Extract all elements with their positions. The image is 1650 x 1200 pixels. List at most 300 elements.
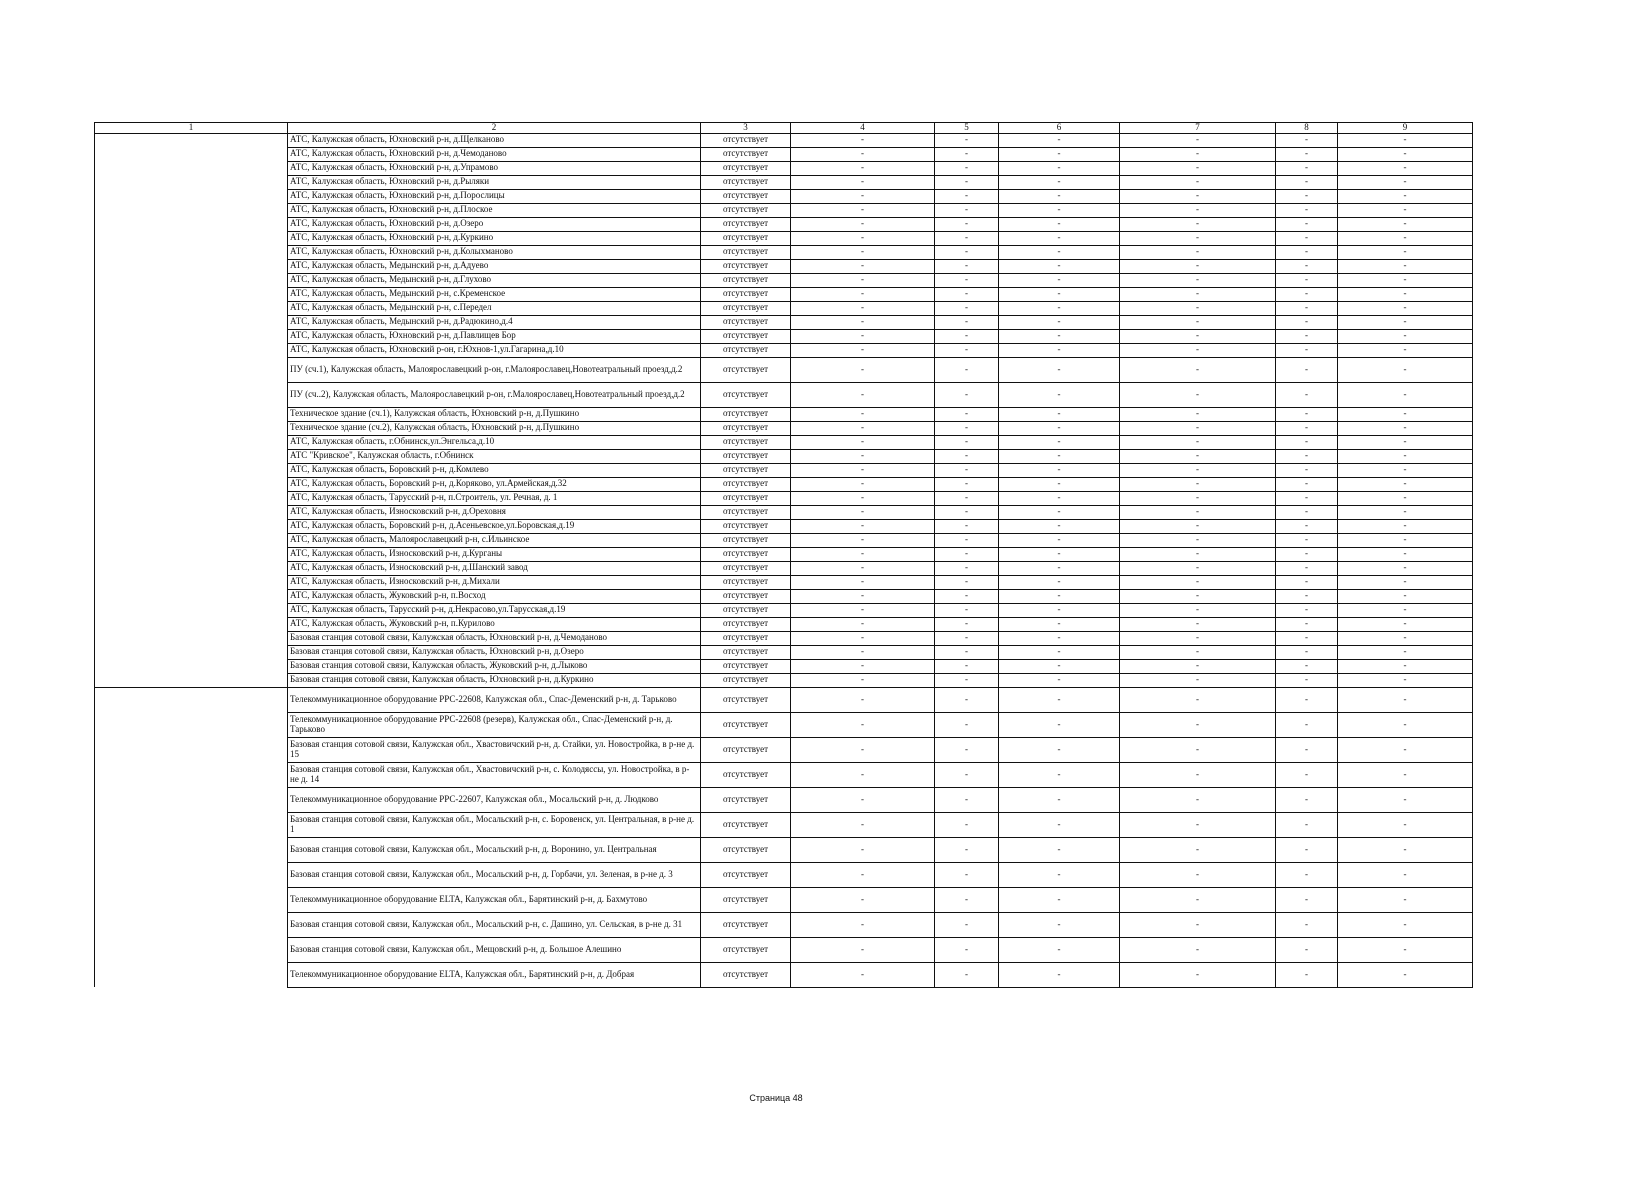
dash-cell: - [935, 175, 999, 189]
dash-cell: - [935, 477, 999, 491]
dash-cell: - [1276, 533, 1338, 547]
status-cell: отсутствует [701, 287, 791, 301]
dash-cell: - [1276, 329, 1338, 343]
dash-cell: - [999, 133, 1120, 147]
group-cell [95, 301, 288, 315]
dash-cell: - [791, 505, 935, 519]
object-name-cell: Базовая станция сотовой связи, Калужская обл., Хвастовичский р-н, с. Колодяссы, ул. Новостройка, в р-не д. 14 [288, 762, 701, 787]
dash-cell: - [1338, 491, 1473, 505]
table-row [95, 449, 1473, 463]
group-cell [95, 631, 288, 645]
group-cell [95, 812, 288, 837]
object-name-cell: АТС, Калужская область, Боровский р-н, д.Комлево [288, 463, 701, 477]
group-cell [95, 449, 288, 463]
dash-cell: - [1120, 787, 1276, 812]
object-name-cell: Базовая станция сотовой связи, Калужская обл., Хвастовичский р-н, д. Стайки, ул. Новостройка, в р-не д. 15 [288, 737, 701, 762]
dash-cell: - [1276, 273, 1338, 287]
dash-cell: - [791, 603, 935, 617]
object-name-cell: АТС, Калужская область, Медынский р-н, д.Глухово [288, 273, 701, 287]
object-name-cell: АТС, Калужская область, Малоярославецкий р-н, с.Ильинское [288, 533, 701, 547]
dash-cell: - [1120, 575, 1276, 589]
dash-cell: - [935, 357, 999, 382]
dash-cell: - [1338, 762, 1473, 787]
group-cell [95, 737, 288, 762]
dash-cell: - [1276, 435, 1338, 449]
dash-cell: - [999, 812, 1120, 837]
dash-cell: - [999, 463, 1120, 477]
dash-cell: - [1338, 937, 1473, 962]
group-cell [95, 862, 288, 887]
dash-cell: - [999, 287, 1120, 301]
table-row [95, 315, 1473, 329]
dash-cell: - [1276, 133, 1338, 147]
dash-cell: - [791, 407, 935, 421]
dash-cell: - [791, 231, 935, 245]
table-row [95, 203, 1473, 217]
object-name-cell: АТС, Калужская область, Боровский р-н, д.Коряково, ул.Армейская,д.32 [288, 477, 701, 491]
dash-cell: - [999, 645, 1120, 659]
object-name-cell: АТС, Калужская область, Тарусский р-н, п.Строитель, ул. Речная, д. 1 [288, 491, 701, 505]
table-row [95, 147, 1473, 161]
dash-cell: - [999, 547, 1120, 561]
dash-cell: - [999, 837, 1120, 862]
dash-cell: - [791, 712, 935, 737]
dash-cell: - [791, 837, 935, 862]
dash-cell: - [791, 561, 935, 575]
dash-cell: - [1120, 533, 1276, 547]
dash-cell: - [935, 617, 999, 631]
dash-cell: - [1276, 463, 1338, 477]
status-cell: отсутствует [701, 912, 791, 937]
dash-cell: - [1338, 189, 1473, 203]
dash-cell: - [1120, 161, 1276, 175]
table-row [95, 519, 1473, 533]
dash-cell: - [791, 737, 935, 762]
object-name-cell: АТС, Калужская область, Износковский р-н, д.Курганы [288, 547, 701, 561]
group-cell [95, 382, 288, 407]
group-cell [95, 259, 288, 273]
dash-cell: - [1120, 217, 1276, 231]
dash-cell: - [935, 812, 999, 837]
dash-cell: - [1276, 617, 1338, 631]
dash-cell: - [1338, 273, 1473, 287]
status-cell: отсутствует [701, 575, 791, 589]
dash-cell: - [1276, 645, 1338, 659]
dash-cell: - [1338, 301, 1473, 315]
object-name-cell: Базовая станция сотовой связи, Калужская область, Юхновский р-н, д.Озеро [288, 645, 701, 659]
dash-cell: - [935, 519, 999, 533]
object-name-cell: АТС, Калужская область, Юхновский р-н, д.Павлищев Бор [288, 329, 701, 343]
dash-cell: - [791, 175, 935, 189]
status-cell: отсутствует [701, 259, 791, 273]
table-row [95, 175, 1473, 189]
status-cell: отсутствует [701, 837, 791, 862]
dash-cell: - [1276, 762, 1338, 787]
dash-cell: - [1276, 301, 1338, 315]
table-row [95, 421, 1473, 435]
dash-cell: - [999, 273, 1120, 287]
dash-cell: - [1338, 547, 1473, 561]
dash-cell: - [791, 421, 935, 435]
dash-cell: - [791, 477, 935, 491]
dash-cell: - [1276, 862, 1338, 887]
table-row [95, 659, 1473, 673]
dash-cell: - [935, 449, 999, 463]
object-name-cell: АТС, Калужская область, Жуковский р-н, п.Курилово [288, 617, 701, 631]
dash-cell: - [999, 382, 1120, 407]
group-cell [95, 189, 288, 203]
object-name-cell: АТС, Калужская область, Медынский р-н, д.Адуево [288, 259, 701, 273]
dash-cell: - [791, 147, 935, 161]
status-cell: отсутствует [701, 547, 791, 561]
group-cell [95, 421, 288, 435]
object-name-cell: АТС, Калужская область, Боровский р-н, д.Асеньевское,ул.Боровская,д.19 [288, 519, 701, 533]
dash-cell: - [935, 505, 999, 519]
status-cell: отсутствует [701, 329, 791, 343]
dash-cell: - [1120, 477, 1276, 491]
table-row [95, 533, 1473, 547]
dash-cell: - [935, 533, 999, 547]
dash-cell: - [1120, 273, 1276, 287]
dash-cell: - [1276, 837, 1338, 862]
dash-cell: - [999, 343, 1120, 357]
object-name-cell: АТС, Калужская область, Тарусский р-н, д.Некрасово,ул.Тарусская,д.19 [288, 603, 701, 617]
table-row [95, 435, 1473, 449]
dash-cell: - [1338, 645, 1473, 659]
dash-cell: - [999, 329, 1120, 343]
dash-cell: - [1120, 449, 1276, 463]
dash-cell: - [999, 687, 1120, 712]
dash-cell: - [1120, 912, 1276, 937]
dash-cell: - [1338, 477, 1473, 491]
table-row [95, 382, 1473, 407]
dash-cell: - [999, 217, 1120, 231]
dash-cell: - [935, 203, 999, 217]
dash-cell: - [791, 812, 935, 837]
status-cell: отсутствует [701, 645, 791, 659]
dash-cell: - [999, 533, 1120, 547]
dash-cell: - [1338, 887, 1473, 912]
object-name-cell: ПУ (сч.1), Калужская область, Малоярославецкий р-он, г.Малоярославец,Новотеатральный проезд,д.2 [288, 357, 701, 382]
dash-cell: - [791, 273, 935, 287]
status-cell: отсутствует [701, 533, 791, 547]
dash-cell: - [791, 491, 935, 505]
dash-cell: - [999, 407, 1120, 421]
table-row [95, 762, 1473, 787]
table-row [95, 737, 1473, 762]
status-cell: отсутствует [701, 617, 791, 631]
object-name-cell: Базовая станция сотовой связи, Калужская обл., Мосальский р-н, д. Горбачи, ул. Зеленая, в р-не д. 3 [288, 862, 701, 887]
dash-cell: - [999, 617, 1120, 631]
dash-cell: - [935, 133, 999, 147]
dash-cell: - [1120, 382, 1276, 407]
dash-cell: - [999, 147, 1120, 161]
table-row [95, 407, 1473, 421]
object-name-cell: АТС, Калужская область, Юхновский р-н, д.Колыхманово [288, 245, 701, 259]
dash-cell: - [935, 659, 999, 673]
dash-cell: - [1276, 589, 1338, 603]
dash-cell: - [999, 737, 1120, 762]
dash-cell: - [791, 575, 935, 589]
table-row [95, 912, 1473, 937]
dash-cell: - [999, 673, 1120, 687]
dash-cell: - [935, 837, 999, 862]
group-cell [95, 273, 288, 287]
dash-cell: - [791, 617, 935, 631]
group-cell [95, 687, 288, 712]
status-cell: отсутствует [701, 435, 791, 449]
dash-cell: - [999, 887, 1120, 912]
dash-cell: - [935, 912, 999, 937]
status-cell: отсутствует [701, 147, 791, 161]
dash-cell: - [1338, 505, 1473, 519]
object-name-cell: АТС, Калужская область, Юхновский р-н, д.Плоское [288, 203, 701, 217]
table-row [95, 259, 1473, 273]
dash-cell: - [1338, 659, 1473, 673]
dash-cell: - [791, 962, 935, 987]
group-cell [95, 133, 288, 147]
dash-cell: - [935, 161, 999, 175]
group-cell [95, 491, 288, 505]
dash-cell: - [999, 603, 1120, 617]
dash-cell: - [1276, 575, 1338, 589]
status-cell: отсутствует [701, 449, 791, 463]
dash-cell: - [1276, 343, 1338, 357]
group-cell [95, 161, 288, 175]
table-row [95, 505, 1473, 519]
dash-cell: - [791, 533, 935, 547]
dash-cell: - [1120, 231, 1276, 245]
object-name-cell: Техническое здание (сч.1), Калужская область, Юхновский р-н, д.Пушкино [288, 407, 701, 421]
dash-cell: - [999, 962, 1120, 987]
dash-cell: - [1276, 547, 1338, 561]
dash-cell: - [999, 189, 1120, 203]
dash-cell: - [1276, 287, 1338, 301]
group-cell [95, 519, 288, 533]
table-row [95, 631, 1473, 645]
dash-cell: - [1276, 259, 1338, 273]
dash-cell: - [999, 259, 1120, 273]
status-cell: отсутствует [701, 189, 791, 203]
group-cell [95, 435, 288, 449]
object-name-cell: Базовая станция сотовой связи, Калужская обл., Мещовский р-н, д. Большое Алешино [288, 937, 701, 962]
group-cell [95, 762, 288, 787]
dash-cell: - [1276, 687, 1338, 712]
dash-cell: - [1338, 737, 1473, 762]
dash-cell: - [1120, 133, 1276, 147]
dash-cell: - [935, 287, 999, 301]
status-cell: отсутствует [701, 505, 791, 519]
dash-cell: - [1276, 382, 1338, 407]
dash-cell: - [1338, 712, 1473, 737]
group-cell [95, 937, 288, 962]
object-name-cell: Базовая станция сотовой связи, Калужская обл., Мосальский р-н, д. Воронино, ул. Центральная [288, 837, 701, 862]
dash-cell: - [999, 421, 1120, 435]
dash-cell: - [999, 449, 1120, 463]
dash-cell: - [935, 787, 999, 812]
dash-cell: - [1276, 189, 1338, 203]
group-cell [95, 203, 288, 217]
object-name-cell: АТС, Калужская область, Юхновский р-н, д.Порослицы [288, 189, 701, 203]
dash-cell: - [999, 477, 1120, 491]
group-cell [95, 547, 288, 561]
group-cell [95, 962, 288, 987]
col-header-4: 4 [791, 123, 935, 134]
dash-cell: - [1338, 519, 1473, 533]
dash-cell: - [1338, 231, 1473, 245]
dash-cell: - [1338, 912, 1473, 937]
table-row [95, 245, 1473, 259]
dash-cell: - [1276, 631, 1338, 645]
table-row [95, 491, 1473, 505]
status-cell: отсутствует [701, 357, 791, 382]
group-cell [95, 561, 288, 575]
group-cell [95, 673, 288, 687]
dash-cell: - [791, 787, 935, 812]
dash-cell: - [791, 912, 935, 937]
object-name-cell: Базовая станция сотовой связи, Калужская обл., Мосальский р-н, с. Дашино, ул. Сельская, в р-не д. 31 [288, 912, 701, 937]
col-header-7: 7 [1120, 123, 1276, 134]
dash-cell: - [1276, 787, 1338, 812]
dash-cell: - [999, 631, 1120, 645]
dash-cell: - [791, 937, 935, 962]
group-cell [95, 217, 288, 231]
dash-cell: - [791, 357, 935, 382]
dash-cell: - [935, 645, 999, 659]
table-row [95, 589, 1473, 603]
dash-cell: - [935, 762, 999, 787]
status-cell: отсутствует [701, 407, 791, 421]
status-cell: отсутствует [701, 687, 791, 712]
dash-cell: - [999, 491, 1120, 505]
table-row [95, 329, 1473, 343]
dash-cell: - [1120, 491, 1276, 505]
dash-cell: - [1120, 287, 1276, 301]
dash-cell: - [999, 659, 1120, 673]
status-cell: отсутствует [701, 382, 791, 407]
dash-cell: - [1276, 491, 1338, 505]
status-cell: отсутствует [701, 519, 791, 533]
status-cell: отсутствует [701, 463, 791, 477]
group-cell [95, 477, 288, 491]
dash-cell: - [1276, 812, 1338, 837]
dash-cell: - [999, 561, 1120, 575]
dash-cell: - [935, 687, 999, 712]
dash-cell: - [1120, 343, 1276, 357]
status-cell: отсутствует [701, 273, 791, 287]
dash-cell: - [1120, 887, 1276, 912]
dash-cell: - [1338, 435, 1473, 449]
table-row [95, 962, 1473, 987]
status-cell: отсутствует [701, 175, 791, 189]
dash-cell: - [1276, 937, 1338, 962]
dash-cell: - [1338, 533, 1473, 547]
dash-cell: - [935, 245, 999, 259]
dash-cell: - [1276, 147, 1338, 161]
status-cell: отсутствует [701, 737, 791, 762]
object-name-cell: ПУ (сч..2), Калужская область, Малоярославецкий р-он, г.Малоярославец,Новотеатральный проезд,д.2 [288, 382, 701, 407]
dash-cell: - [1338, 329, 1473, 343]
dash-cell: - [1276, 962, 1338, 987]
object-name-cell: АТС, Калужская область, Юхновский р-н, д.Рыляки [288, 175, 701, 189]
dash-cell: - [1276, 505, 1338, 519]
dash-cell: - [1276, 887, 1338, 912]
status-cell: отсутствует [701, 603, 791, 617]
status-cell: отсутствует [701, 217, 791, 231]
dash-cell: - [1120, 862, 1276, 887]
group-cell [95, 343, 288, 357]
status-cell: отсутствует [701, 245, 791, 259]
dash-cell: - [1120, 617, 1276, 631]
dash-cell: - [1338, 203, 1473, 217]
dash-cell: - [1120, 505, 1276, 519]
dash-cell: - [999, 519, 1120, 533]
object-name-cell: АТС, Калужская область, Медынский р-н, д.Радюкино,д.4 [288, 315, 701, 329]
table-row [95, 645, 1473, 659]
status-cell: отсутствует [701, 561, 791, 575]
dash-cell: - [791, 631, 935, 645]
group-cell [95, 659, 288, 673]
object-name-cell: Базовая станция сотовой связи, Калужская обл., Мосальский р-н, с. Боровенск, ул. Центральная, в р-не д. 1 [288, 812, 701, 837]
status-cell: отсутствует [701, 962, 791, 987]
status-cell: отсутствует [701, 203, 791, 217]
group-cell [95, 887, 288, 912]
dash-cell: - [1338, 812, 1473, 837]
status-cell: отсутствует [701, 659, 791, 673]
page-number: Страница 48 [749, 1093, 803, 1103]
dash-cell: - [999, 575, 1120, 589]
dash-cell: - [935, 189, 999, 203]
dash-cell: - [999, 301, 1120, 315]
dash-cell: - [1120, 561, 1276, 575]
object-name-cell: АТС, Калужская область, Юхновский р-он, г.Юхнов-1,ул.Гагарина,д.10 [288, 343, 701, 357]
dash-cell: - [935, 603, 999, 617]
status-cell: отсутствует [701, 673, 791, 687]
dash-cell: - [1276, 561, 1338, 575]
dash-cell: - [791, 589, 935, 603]
table-row [95, 603, 1473, 617]
dash-cell: - [1276, 712, 1338, 737]
dash-cell: - [935, 631, 999, 645]
dash-cell: - [791, 259, 935, 273]
status-cell: отсутствует [701, 589, 791, 603]
table-row [95, 273, 1473, 287]
status-cell: отсутствует [701, 862, 791, 887]
table-row [95, 837, 1473, 862]
group-cell [95, 837, 288, 862]
dash-cell: - [935, 231, 999, 245]
group-cell [95, 245, 288, 259]
group-cell [95, 787, 288, 812]
status-cell: отсутствует [701, 343, 791, 357]
group-cell [95, 287, 288, 301]
status-cell: отсутствует [701, 787, 791, 812]
dash-cell: - [791, 862, 935, 887]
object-name-cell: АТС, Калужская область, г.Обнинск,ул.Энгельса,д.10 [288, 435, 701, 449]
dash-cell: - [935, 862, 999, 887]
dash-cell: - [1338, 589, 1473, 603]
object-name-cell: Телекоммуникационное оборудование РРС-22608 (резерв), Калужская обл., Спас-Деменский р-н, д. Тарьково [288, 712, 701, 737]
dash-cell: - [935, 273, 999, 287]
document-table [94, 122, 1473, 988]
dash-cell: - [999, 762, 1120, 787]
dash-cell: - [1338, 147, 1473, 161]
dash-cell: - [1276, 603, 1338, 617]
group-cell [95, 147, 288, 161]
group-cell [95, 505, 288, 519]
col-header-3: 3 [701, 123, 791, 134]
col-header-1: 1 [95, 123, 288, 134]
